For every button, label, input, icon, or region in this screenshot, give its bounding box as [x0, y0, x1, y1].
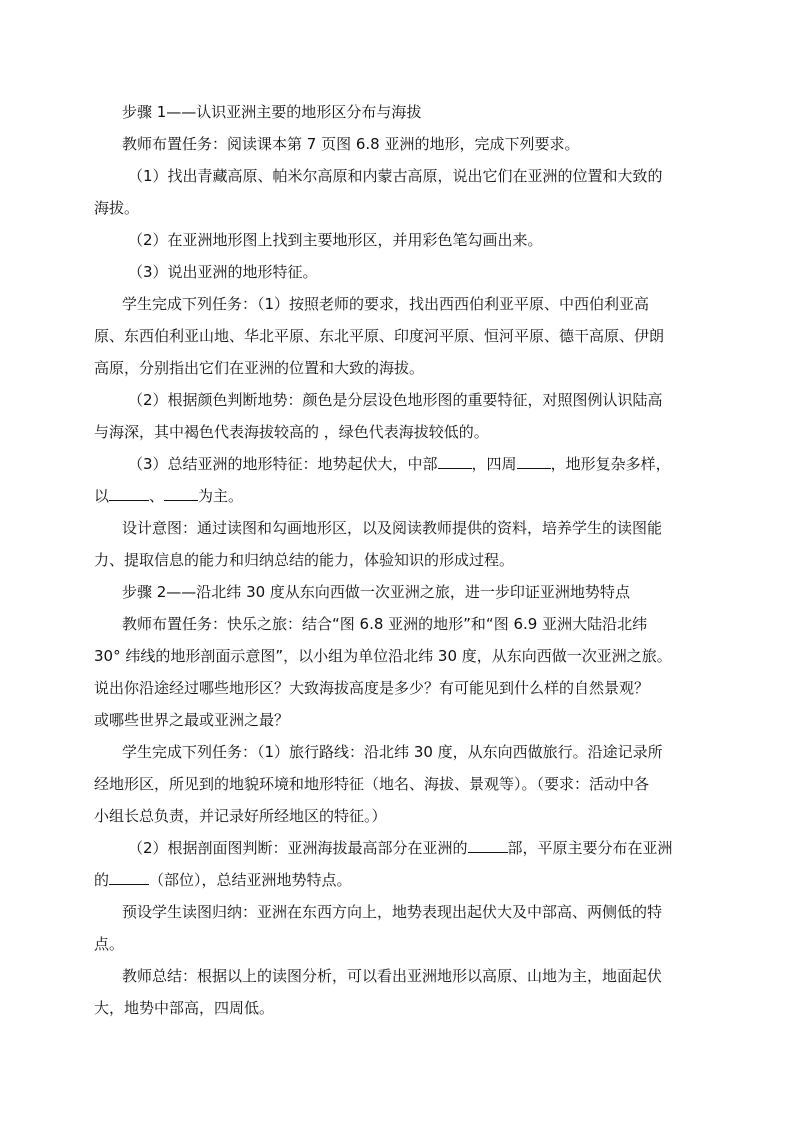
text-segment: 部，平原主要分布在亚洲 — [507, 839, 673, 857]
student-task-3-line-2 — [94, 480, 706, 512]
requirement-1-line-2: 海拔。 — [94, 199, 140, 217]
text-segment: ，地形复杂多样， — [550, 455, 671, 473]
profile-judgement-line-2 — [94, 864, 706, 896]
text-segment: ，四周 — [471, 455, 517, 473]
student-route-line-1: 学生完成下列任务：（1）旅行路线：沿北纬 30 度，从东向西做旅行。沿途记录所 — [122, 743, 663, 761]
teacher-task-2-line-3: 说出你沿途经过哪些地形区？大致海拔高度是多少？有可能见到什么样的自然景观？ — [94, 679, 650, 697]
fill-blank-landform-1[interactable] — [109, 485, 149, 501]
fill-blank-landform-2[interactable] — [164, 485, 198, 501]
teacher-task-2-line-4: 或哪些世界之最或亚洲之最？ — [94, 711, 290, 729]
student-task-2-line-1: （2）根据颜色判断地势：颜色是分层设色地形图的重要特征，对照图例认识陆高 — [128, 391, 663, 409]
design-intent-line-2: 力、提取信息的能力和归纳总结的能力，体验知识的形成过程。 — [94, 551, 515, 569]
teacher-summary-line-1: 教师总结：根据以上的读图分析，可以看出亚洲地形以高原、山地为主，地面起伏 — [122, 967, 663, 985]
student-route-line-2: 经地形区，所见到的地貌环境和地形特征（地名、海拔、景观等）。（要求：活动中各 — [94, 775, 650, 793]
student-task-1-line-3: 高原，分别指出它们在亚洲的位置和大致的海拔。 — [94, 359, 425, 377]
student-task-3-line-1 — [128, 448, 740, 480]
fill-blank-plain-location[interactable] — [109, 869, 149, 885]
student-task-1-line-1: 学生完成下列任务：（1）按照老师的要求，找出西西伯利亚平原、中西伯利亚高 — [122, 295, 650, 313]
step2-heading: 步骤 2——沿北纬 30 度从东向西做一次亚洲之旅，进一步印证亚洲地势特点 — [122, 583, 630, 601]
teacher-summary-line-2: 大，地势中部高，四周低。 — [94, 999, 275, 1017]
fill-blank-highest-part[interactable] — [468, 837, 508, 853]
student-route-line-3: 小组长总负责，并记录好所经地区的特征。） — [94, 807, 387, 825]
requirement-1-line-1: （1）找出青藏高原、帕米尔高原和内蒙古高原，说出它们在亚洲的位置和大致的 — [128, 167, 663, 185]
preset-summary-line-2: 点。 — [94, 935, 125, 953]
student-task-1-line-2: 原、东西伯利亚山地、华北平原、东北平原、印度河平原、恒河平原、德干高原、伊朗 — [94, 327, 665, 345]
teacher-task-1: 教师布置任务：阅读课本第 7 页图 6.8 亚洲的地形，完成下列要求。 — [122, 135, 580, 153]
text-segment: （部位），总结亚洲地势特点。 — [149, 871, 352, 889]
student-task-2-line-2: 与海深，其中褐色代表海拔较高的 ，绿色代表海拔较低的。 — [94, 423, 489, 441]
fill-blank-middle[interactable] — [438, 453, 472, 469]
teacher-task-2-line-2: 30° 纬线的地形剖面示意图”，以小组为单位沿北纬 30 度，从东向西做一次亚洲之旅。 — [94, 647, 672, 665]
teacher-task-2-line-1: 教师布置任务：快乐之旅：结合“图 6.8 亚洲的地形”和“图 6.9 亚洲大陆沿北纬 — [122, 615, 648, 633]
text-segment: （3）总结亚洲的地形特征：地势起伏大，中部 — [128, 455, 438, 473]
requirement-2: （2）在亚洲地形图上找到主要地形区，并用彩色笔勾画出来。 — [128, 231, 543, 249]
requirement-3: （3）说出亚洲的地形特征。 — [128, 263, 318, 281]
fill-blank-surround[interactable] — [517, 453, 551, 469]
text-segment: 、 — [149, 487, 165, 505]
preset-summary-line-1: 预设学生读图归纳：亚洲在东西方向上，地势表现出起伏大及中部高、两侧低的特 — [122, 903, 663, 921]
step1-heading: 步骤 1——认识亚洲主要的地形区分布与海拔 — [122, 103, 422, 121]
text-segment: 以 — [94, 487, 110, 505]
text-segment: 的 — [94, 871, 110, 889]
profile-judgement-line-1 — [128, 832, 740, 864]
text-segment: （2）根据剖面图判断：亚洲海拔最高部分在亚洲的 — [128, 839, 468, 857]
design-intent-line-1: 设计意图：通过读图和勾画地形区，以及阅读教师提供的资料，培养学生的读图能 — [122, 519, 663, 537]
text-segment: 为主。 — [198, 487, 244, 505]
